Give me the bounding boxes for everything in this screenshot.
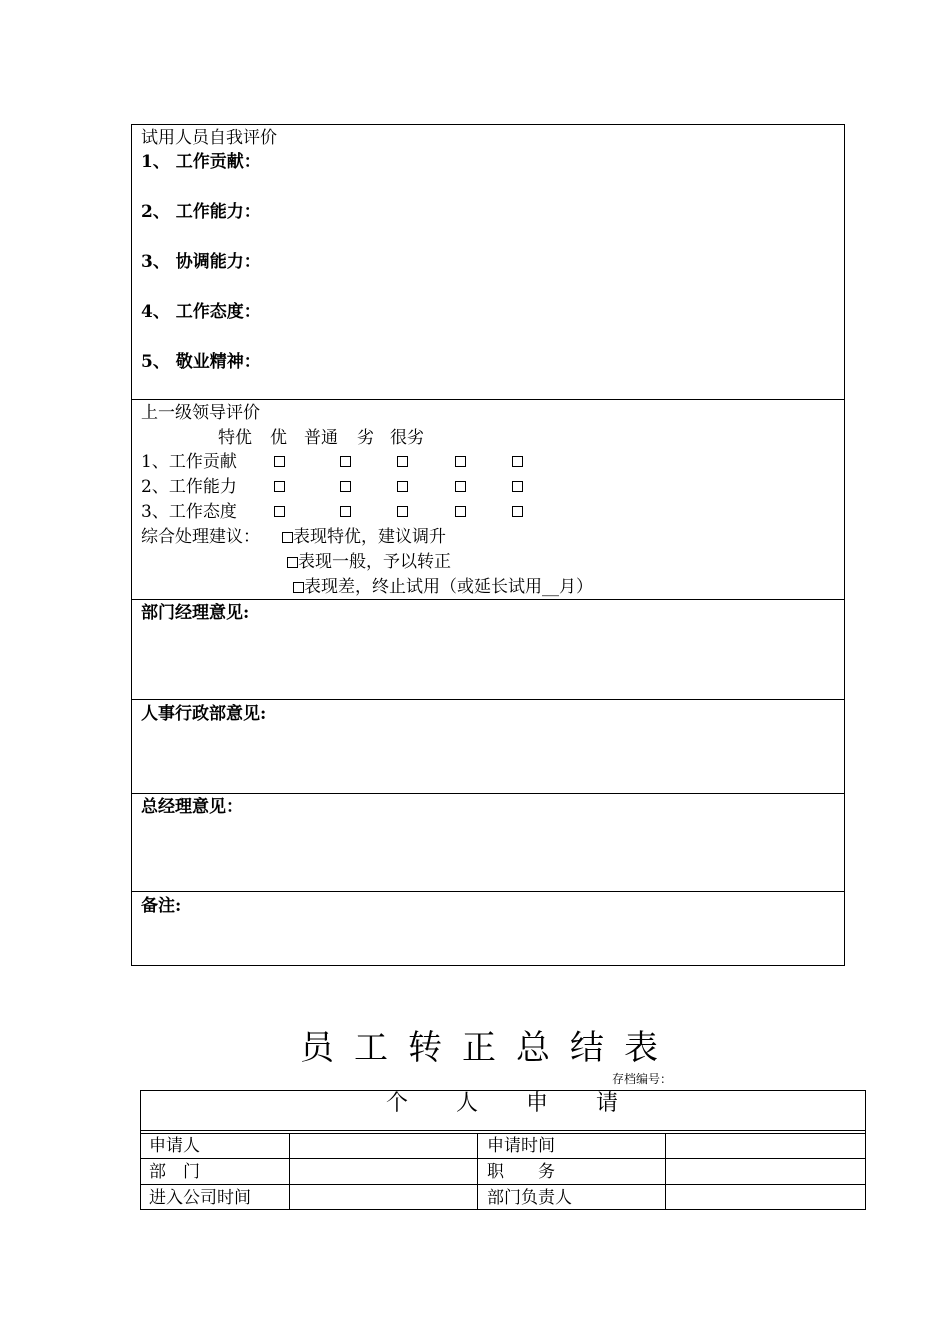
self-eval-item: 3、 协调能力： [141, 252, 261, 272]
grade-label: 普通 [304, 428, 338, 448]
divider [131, 699, 845, 700]
rating-checkbox[interactable] [274, 481, 285, 492]
option-label: 表现一般，予以转正 [298, 552, 451, 572]
archive-number-label: 存档编号： [612, 1072, 673, 1086]
applicant-field[interactable] [290, 1134, 476, 1157]
leader-eval-row: 3、工作态度 [141, 502, 237, 522]
option-label: 表现特优，建议调升 [293, 527, 446, 547]
rating-checkbox[interactable] [340, 481, 351, 492]
rating-checkbox[interactable] [397, 481, 408, 492]
section-header-text: 个人申请 [386, 1091, 667, 1116]
suggestion-option[interactable] [293, 577, 593, 597]
suggestion-label: 综合处理建议： [141, 527, 260, 547]
leader-eval-row: 1、工作贡献 [141, 452, 237, 472]
page-title: 员工转正总结表 [300, 1028, 678, 1068]
self-eval-heading: 试用人员自我评价 [141, 128, 277, 148]
option-checkbox[interactable] [293, 582, 304, 593]
rating-checkbox[interactable] [455, 506, 466, 517]
join-date-field[interactable] [290, 1185, 476, 1209]
section-header [386, 1090, 666, 1118]
position-label: 职 务 [487, 1162, 555, 1182]
general-manager-opinion-label: 总经理意见： [141, 797, 243, 817]
rating-checkbox[interactable] [397, 506, 408, 517]
apply-time-label: 申请时间 [487, 1136, 555, 1156]
apply-time-field[interactable] [666, 1134, 864, 1157]
rating-checkbox[interactable] [274, 506, 285, 517]
rating-checkbox[interactable] [397, 456, 408, 467]
position-field[interactable] [666, 1159, 864, 1183]
rating-checkbox[interactable] [512, 481, 523, 492]
divider [140, 1130, 866, 1131]
department-label: 部 门 [149, 1162, 200, 1182]
grade-label: 特优 [218, 428, 252, 448]
remarks-label: 备注: [141, 896, 182, 916]
leader-eval-row: 2、工作能力 [141, 477, 237, 497]
divider [131, 399, 845, 400]
self-eval-item: 1、 工作贡献： [141, 152, 261, 172]
rating-checkbox[interactable] [455, 456, 466, 467]
divider [477, 1133, 478, 1210]
applicant-label: 申请人 [149, 1136, 200, 1156]
rating-checkbox[interactable] [340, 456, 351, 467]
option-checkbox[interactable] [282, 532, 293, 543]
divider [131, 793, 845, 794]
rating-checkbox[interactable] [274, 456, 285, 467]
dept-head-field[interactable] [666, 1185, 864, 1209]
self-eval-item: 2、 工作能力： [141, 202, 261, 222]
dept-head-label: 部门负责人 [487, 1188, 572, 1208]
rating-checkbox[interactable] [455, 481, 466, 492]
self-eval-item: 4、 工作态度： [141, 302, 261, 322]
department-field[interactable] [290, 1159, 476, 1183]
dept-manager-opinion-label: 部门经理意见: [141, 603, 250, 623]
grade-label: 很劣 [390, 428, 424, 448]
divider [131, 891, 845, 892]
rating-checkbox[interactable] [512, 506, 523, 517]
join-date-label: 进入公司时间 [149, 1188, 251, 1208]
divider [131, 599, 845, 600]
rating-checkbox[interactable] [512, 456, 523, 467]
suggestion-option[interactable] [282, 527, 446, 547]
leader-eval-heading: 上一级领导评价 [141, 403, 260, 423]
option-checkbox[interactable] [287, 557, 298, 568]
rating-checkbox[interactable] [340, 506, 351, 517]
grade-label: 劣 [357, 428, 374, 448]
hr-admin-opinion-label: 人事行政部意见: [141, 704, 267, 724]
grade-label: 优 [270, 428, 287, 448]
suggestion-option[interactable] [287, 552, 451, 572]
self-eval-item: 5、 敬业精神： [141, 352, 261, 372]
option-label: 表现差，终止试用（或延长试用__月） [304, 577, 593, 597]
